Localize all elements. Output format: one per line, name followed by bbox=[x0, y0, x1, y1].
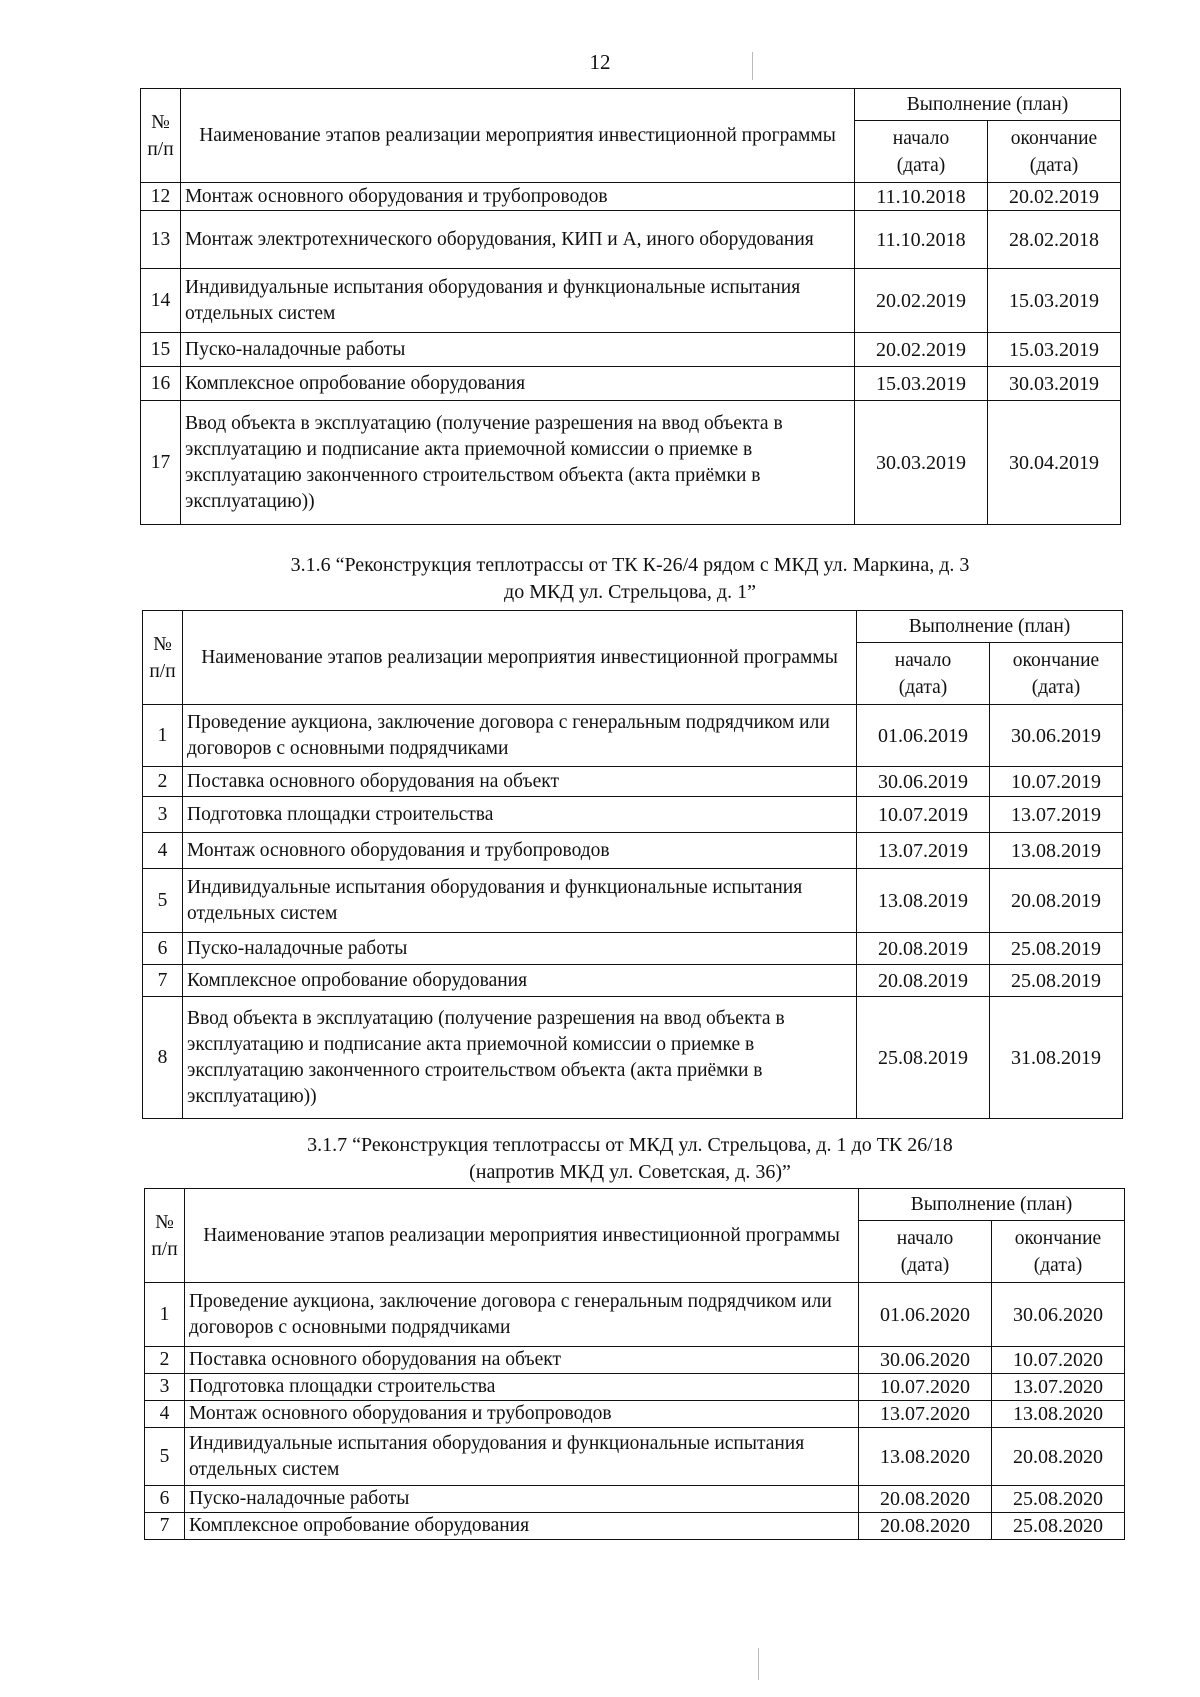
row-stage-name: Поставка основного оборудования на объект bbox=[185, 1347, 859, 1374]
row-stage-name: Индивидуальные испытания оборудования и функциональные испытания отдельных систем bbox=[185, 1428, 859, 1486]
header-stage-name: Наименование этапов реализации мероприятия инвестиционной программы bbox=[185, 1189, 859, 1283]
header-end-date bbox=[992, 1221, 1125, 1283]
header-end-line1: окончание bbox=[1012, 649, 1100, 671]
row-number: 12 bbox=[141, 183, 181, 211]
header-number-line2: п/п bbox=[147, 138, 174, 160]
scan-artifact-bottom bbox=[758, 1648, 759, 1680]
row-stage-name: Монтаж электротехнического оборудования, КИП и А, иного оборудования bbox=[181, 211, 855, 269]
row-stage-name: Монтаж основного оборудования и трубопроводов bbox=[183, 833, 857, 869]
header-number-line2: п/п bbox=[149, 660, 176, 682]
row-stage-name: Подготовка площадки строительства bbox=[185, 1374, 859, 1401]
row-end-date: 10.07.2020 bbox=[992, 1347, 1125, 1374]
row-end-date: 20.08.2019 bbox=[990, 869, 1123, 933]
row-start-date: 25.08.2019 bbox=[857, 997, 990, 1119]
row-end-date: 13.07.2020 bbox=[992, 1374, 1125, 1401]
row-stage-name: Пуско-наладочные работы bbox=[185, 1486, 859, 1513]
row-number: 8 bbox=[143, 997, 183, 1119]
header-number bbox=[143, 611, 183, 705]
row-start-date: 20.08.2020 bbox=[859, 1513, 992, 1540]
row-end-date: 13.08.2020 bbox=[992, 1401, 1125, 1428]
section-3-1-7-title-line1: 3.1.7 “Реконструкция теплотрассы от МКД ул. Стрельцова, д. 1 до ТК 26/18 bbox=[307, 1134, 953, 1156]
section-3-1-7-title-line2: (напротив МКД ул. Советская, д. 36)” bbox=[469, 1161, 791, 1183]
header-start-line2: (дата) bbox=[896, 154, 946, 176]
scan-artifact-top bbox=[752, 52, 753, 80]
header-end-line2: (дата) bbox=[1029, 154, 1079, 176]
header-end-date bbox=[990, 643, 1123, 705]
table-row bbox=[145, 1513, 1125, 1540]
header-number-line2: п/п bbox=[151, 1238, 178, 1260]
table-row bbox=[145, 1486, 1125, 1513]
header-execution-plan: Выполнение (план) bbox=[857, 611, 1123, 643]
table-row bbox=[141, 367, 1121, 401]
header-end-date bbox=[988, 121, 1121, 183]
table-row bbox=[145, 1347, 1125, 1374]
row-start-date: 20.08.2020 bbox=[859, 1486, 992, 1513]
table-row bbox=[141, 211, 1121, 269]
row-start-date: 30.03.2019 bbox=[855, 401, 988, 525]
row-end-date: 25.08.2020 bbox=[992, 1486, 1125, 1513]
row-end-date: 25.08.2020 bbox=[992, 1513, 1125, 1540]
row-stage-name: Комплексное опробование оборудования bbox=[185, 1513, 859, 1540]
row-end-date: 30.03.2019 bbox=[988, 367, 1121, 401]
header-start-line2: (дата) bbox=[900, 1254, 950, 1276]
table-row bbox=[143, 933, 1123, 965]
row-start-date: 15.03.2019 bbox=[855, 367, 988, 401]
row-number: 7 bbox=[145, 1513, 185, 1540]
row-end-date: 15.03.2019 bbox=[988, 269, 1121, 333]
row-stage-name: Поставка основного оборудования на объект bbox=[183, 767, 857, 797]
row-number: 3 bbox=[145, 1374, 185, 1401]
row-start-date: 20.02.2019 bbox=[855, 269, 988, 333]
row-start-date: 13.07.2020 bbox=[859, 1401, 992, 1428]
row-start-date: 10.07.2019 bbox=[857, 797, 990, 833]
row-stage-name: Проведение аукциона, заключение договора с генеральным подрядчиком или договоров с основными подрядчиками bbox=[183, 705, 857, 767]
row-end-date: 13.07.2019 bbox=[990, 797, 1123, 833]
row-number: 6 bbox=[145, 1486, 185, 1513]
row-number: 5 bbox=[145, 1428, 185, 1486]
header-start-date bbox=[855, 121, 988, 183]
header-number-line1: № bbox=[151, 111, 170, 133]
row-start-date: 30.06.2020 bbox=[859, 1347, 992, 1374]
row-end-date: 25.08.2019 bbox=[990, 933, 1123, 965]
row-end-date: 15.03.2019 bbox=[988, 333, 1121, 367]
header-execution-plan: Выполнение (план) bbox=[859, 1189, 1125, 1221]
row-end-date: 13.08.2019 bbox=[990, 833, 1123, 869]
table-row bbox=[143, 997, 1123, 1119]
row-stage-name: Ввод объекта в эксплуатацию (получение разрешения на ввод объекта в эксплуатацию и подписание акта приемочной комиссии о приемке в эксплуатацию законченного строительством объекта (акта приёмки в эксплуатацию)) bbox=[183, 997, 857, 1119]
row-number: 7 bbox=[143, 965, 183, 997]
table-row bbox=[145, 1374, 1125, 1401]
row-start-date: 13.08.2019 bbox=[857, 869, 990, 933]
section-3-1-6-title-line1: 3.1.6 “Реконструкция теплотрассы от ТК К-26/4 рядом с МКД ул. Маркина, д. 3 bbox=[290, 554, 970, 576]
row-start-date: 20.08.2019 bbox=[857, 965, 990, 997]
row-start-date: 20.02.2019 bbox=[855, 333, 988, 367]
row-start-date: 13.07.2019 bbox=[857, 833, 990, 869]
row-number: 16 bbox=[141, 367, 181, 401]
row-number: 17 bbox=[141, 401, 181, 525]
header-end-line1: окончание bbox=[1014, 1227, 1102, 1249]
header-stage-name: Наименование этапов реализации мероприятия инвестиционной программы bbox=[183, 611, 857, 705]
row-start-date: 30.06.2019 bbox=[857, 767, 990, 797]
header-start-line1: начало bbox=[894, 649, 952, 671]
row-stage-name: Пуско-наладочные работы bbox=[183, 933, 857, 965]
row-stage-name: Ввод объекта в эксплуатацию (получение разрешения на ввод объекта в эксплуатацию и подписание акта приемочной комиссии о приемке в эксплуатацию законченного строительством объекта (акта приёмки в эксплуатацию)) bbox=[181, 401, 855, 525]
row-start-date: 01.06.2019 bbox=[857, 705, 990, 767]
row-start-date: 01.06.2020 bbox=[859, 1283, 992, 1347]
page-number: 12 bbox=[589, 50, 611, 74]
section-3-1-7-title bbox=[140, 1132, 1120, 1186]
row-end-date: 30.06.2020 bbox=[992, 1283, 1125, 1347]
header-number bbox=[141, 89, 181, 183]
table-row bbox=[143, 797, 1123, 833]
header-stage-name: Наименование этапов реализации мероприятия инвестиционной программы bbox=[181, 89, 855, 183]
header-start-line2: (дата) bbox=[898, 676, 948, 698]
row-end-date: 28.02.2018 bbox=[988, 211, 1121, 269]
header-start-line1: начало bbox=[892, 127, 950, 149]
row-number: 2 bbox=[143, 767, 183, 797]
header-start-date bbox=[859, 1221, 992, 1283]
row-number: 2 bbox=[145, 1347, 185, 1374]
row-number: 4 bbox=[145, 1401, 185, 1428]
row-stage-name: Подготовка площадки строительства bbox=[183, 797, 857, 833]
row-start-date: 20.08.2019 bbox=[857, 933, 990, 965]
table-row bbox=[143, 705, 1123, 767]
row-end-date: 31.08.2019 bbox=[990, 997, 1123, 1119]
row-number: 6 bbox=[143, 933, 183, 965]
header-end-line1: окончание bbox=[1010, 127, 1098, 149]
table-row bbox=[141, 401, 1121, 525]
table-row bbox=[145, 1428, 1125, 1486]
row-stage-name: Монтаж основного оборудования и трубопроводов bbox=[185, 1401, 859, 1428]
header-end-line2: (дата) bbox=[1033, 1254, 1083, 1276]
row-stage-name: Комплексное опробование оборудования bbox=[181, 367, 855, 401]
row-end-date: 30.06.2019 bbox=[990, 705, 1123, 767]
row-end-date: 25.08.2019 bbox=[990, 965, 1123, 997]
table-row bbox=[143, 833, 1123, 869]
section-3-1-6-title-line2: до МКД ул. Стрельцова, д. 1” bbox=[504, 581, 756, 603]
header-end-line2: (дата) bbox=[1031, 676, 1081, 698]
table-row bbox=[143, 965, 1123, 997]
table-row bbox=[141, 269, 1121, 333]
row-end-date: 20.02.2019 bbox=[988, 183, 1121, 211]
stages-table-3-1-7 bbox=[144, 1188, 1125, 1540]
table-row bbox=[143, 767, 1123, 797]
row-number: 3 bbox=[143, 797, 183, 833]
row-stage-name: Пуско-наладочные работы bbox=[181, 333, 855, 367]
stages-table-continuation bbox=[140, 88, 1121, 525]
row-start-date: 11.10.2018 bbox=[855, 183, 988, 211]
row-number: 1 bbox=[145, 1283, 185, 1347]
row-number: 4 bbox=[143, 833, 183, 869]
row-end-date: 20.08.2020 bbox=[992, 1428, 1125, 1486]
row-start-date: 10.07.2020 bbox=[859, 1374, 992, 1401]
stages-table-3-1-6 bbox=[142, 610, 1123, 1119]
header-number-line1: № bbox=[153, 633, 172, 655]
row-stage-name: Индивидуальные испытания оборудования и функциональные испытания отдельных систем bbox=[183, 869, 857, 933]
row-start-date: 13.08.2020 bbox=[859, 1428, 992, 1486]
section-3-1-6-title bbox=[140, 552, 1120, 606]
table-row bbox=[145, 1401, 1125, 1428]
header-start-date bbox=[857, 643, 990, 705]
row-stage-name: Проведение аукциона, заключение договора с генеральным подрядчиком или договоров с основными подрядчиками bbox=[185, 1283, 859, 1347]
row-number: 15 bbox=[141, 333, 181, 367]
row-stage-name: Комплексное опробование оборудования bbox=[183, 965, 857, 997]
row-number: 13 bbox=[141, 211, 181, 269]
table-row bbox=[143, 869, 1123, 933]
row-stage-name: Индивидуальные испытания оборудования и функциональные испытания отдельных систем bbox=[181, 269, 855, 333]
row-stage-name: Монтаж основного оборудования и трубопроводов bbox=[181, 183, 855, 211]
row-number: 14 bbox=[141, 269, 181, 333]
table-row bbox=[141, 333, 1121, 367]
header-number bbox=[145, 1189, 185, 1283]
header-execution-plan: Выполнение (план) bbox=[855, 89, 1121, 121]
row-end-date: 30.04.2019 bbox=[988, 401, 1121, 525]
header-start-line1: начало bbox=[896, 1227, 954, 1249]
row-end-date: 10.07.2019 bbox=[990, 767, 1123, 797]
table-row bbox=[145, 1283, 1125, 1347]
row-start-date: 11.10.2018 bbox=[855, 211, 988, 269]
row-number: 5 bbox=[143, 869, 183, 933]
row-number: 1 bbox=[143, 705, 183, 767]
table-row bbox=[141, 183, 1121, 211]
header-number-line1: № bbox=[155, 1211, 174, 1233]
